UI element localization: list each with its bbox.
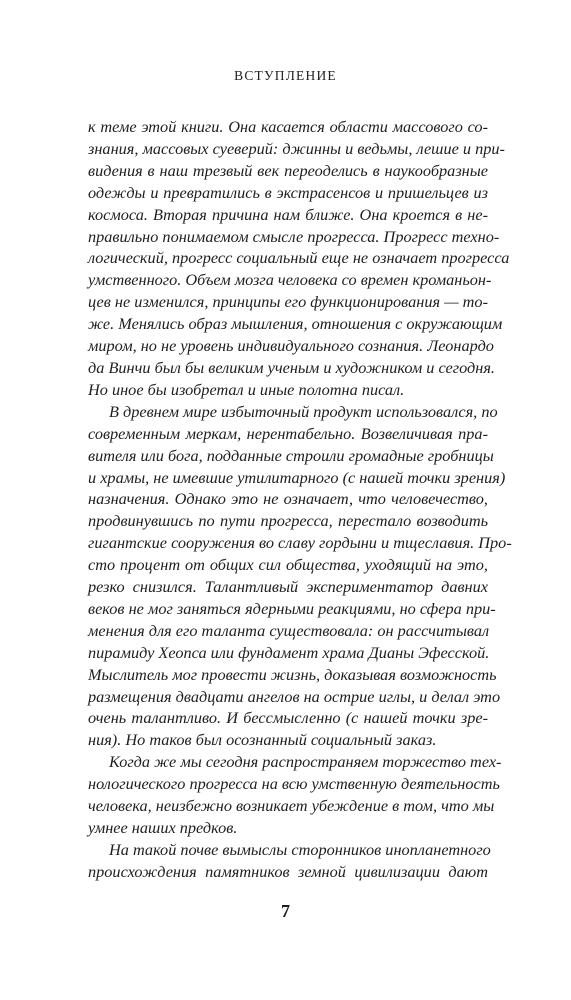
text-line: ния). Но таков был осознанный социальный заказ. bbox=[88, 730, 437, 750]
text-line: умственного. Объем мозга человека со времен кроманьон- bbox=[88, 270, 492, 290]
text-line: правильно понимаемом смысле прогресса. Прогресс техно- bbox=[88, 226, 500, 246]
text-line: же. Менялись образ мышления, отношения с окружающим bbox=[88, 314, 503, 334]
text-line: к теме этой книги. Она касается области массового со- bbox=[88, 117, 488, 136]
text-line: современным меркам, нерентабельно. Возвеличивая пра- bbox=[88, 423, 488, 443]
text-line: пирамиду Хеопса или фундамент храма Дианы Эфесской. bbox=[88, 642, 490, 662]
text-line: менения для его таланта существовала: он рассчитывал bbox=[88, 620, 490, 640]
text-line: На такой почве вымыслы сторонников инопланетного bbox=[109, 839, 491, 859]
text-line: происхождения памятников земной цивилизации дают bbox=[88, 861, 488, 881]
text-line: цев не изменился, принципы его функционирования — то- bbox=[88, 292, 488, 312]
text-line: сто процент от общих сил общества, уходящий на это, bbox=[88, 555, 488, 575]
text-line: Но иное бы изобретал и иные полотна писал. bbox=[88, 379, 405, 399]
text-line: назначения. Однако это не означает, что человечество, bbox=[88, 489, 488, 509]
text-line: логический, прогресс социальный еще не означает прогресса bbox=[88, 248, 510, 268]
text-line: космоса. Вторая причина нам ближе. Она кроется в не- bbox=[88, 204, 488, 224]
text-line: умнее наших предков. bbox=[88, 818, 238, 837]
text-line: вителя или бога, подданные строили громадные гробницы bbox=[88, 445, 494, 465]
text-line: одежды и превратились в экстрасенсов и пришельцев из bbox=[88, 182, 488, 202]
text-line: гигантские сооружения во славу гордыни и тщеславия. Про- bbox=[88, 533, 512, 553]
running-header: ВСТУПЛЕНИЕ bbox=[234, 68, 337, 83]
page-number: 7 bbox=[281, 901, 290, 921]
text-line: Мыслитель мог провести жизнь, доказывая возможность bbox=[88, 664, 497, 684]
text-line: человека, неизбежно возникает убеждение в том, что мы bbox=[88, 796, 495, 816]
text-line: и храмы, не имевшие утилитарного (с нашей точки зрения) bbox=[88, 467, 506, 487]
text-line: В древнем мире избыточный продукт использовался, по bbox=[109, 401, 498, 421]
text-line: нологического прогресса на всю умственную деятельность bbox=[88, 774, 500, 794]
text-line: очень талантливо. И бессмысленно (с нашей точки зре- bbox=[88, 708, 488, 728]
text-line: веков не мог заняться ядерными реакциями, но сфера при- bbox=[88, 598, 496, 618]
body-text bbox=[88, 116, 512, 883]
text-line: миром, но не уровень индивидуального сознания. Леонардо bbox=[88, 336, 494, 356]
text-line: размещения двадцати ангелов на острие иглы, и делал это bbox=[88, 686, 501, 706]
text-line: да Винчи был бы великим ученым и художником и сегодня. bbox=[88, 357, 495, 377]
text-line: знания, массовых суеверий: джинны и ведьмы, лешие и при- bbox=[88, 138, 505, 158]
text-line: продвинувшись по пути прогресса, перестало возводить bbox=[88, 511, 488, 531]
text-line: Когда же мы сегодня распространяем торжество тех- bbox=[109, 752, 502, 772]
text-line: резко снизился. Талантливый экспериментатор давних bbox=[88, 577, 488, 597]
text-line: видения в наш трезвый век переоделись в наукообразные bbox=[88, 160, 488, 180]
